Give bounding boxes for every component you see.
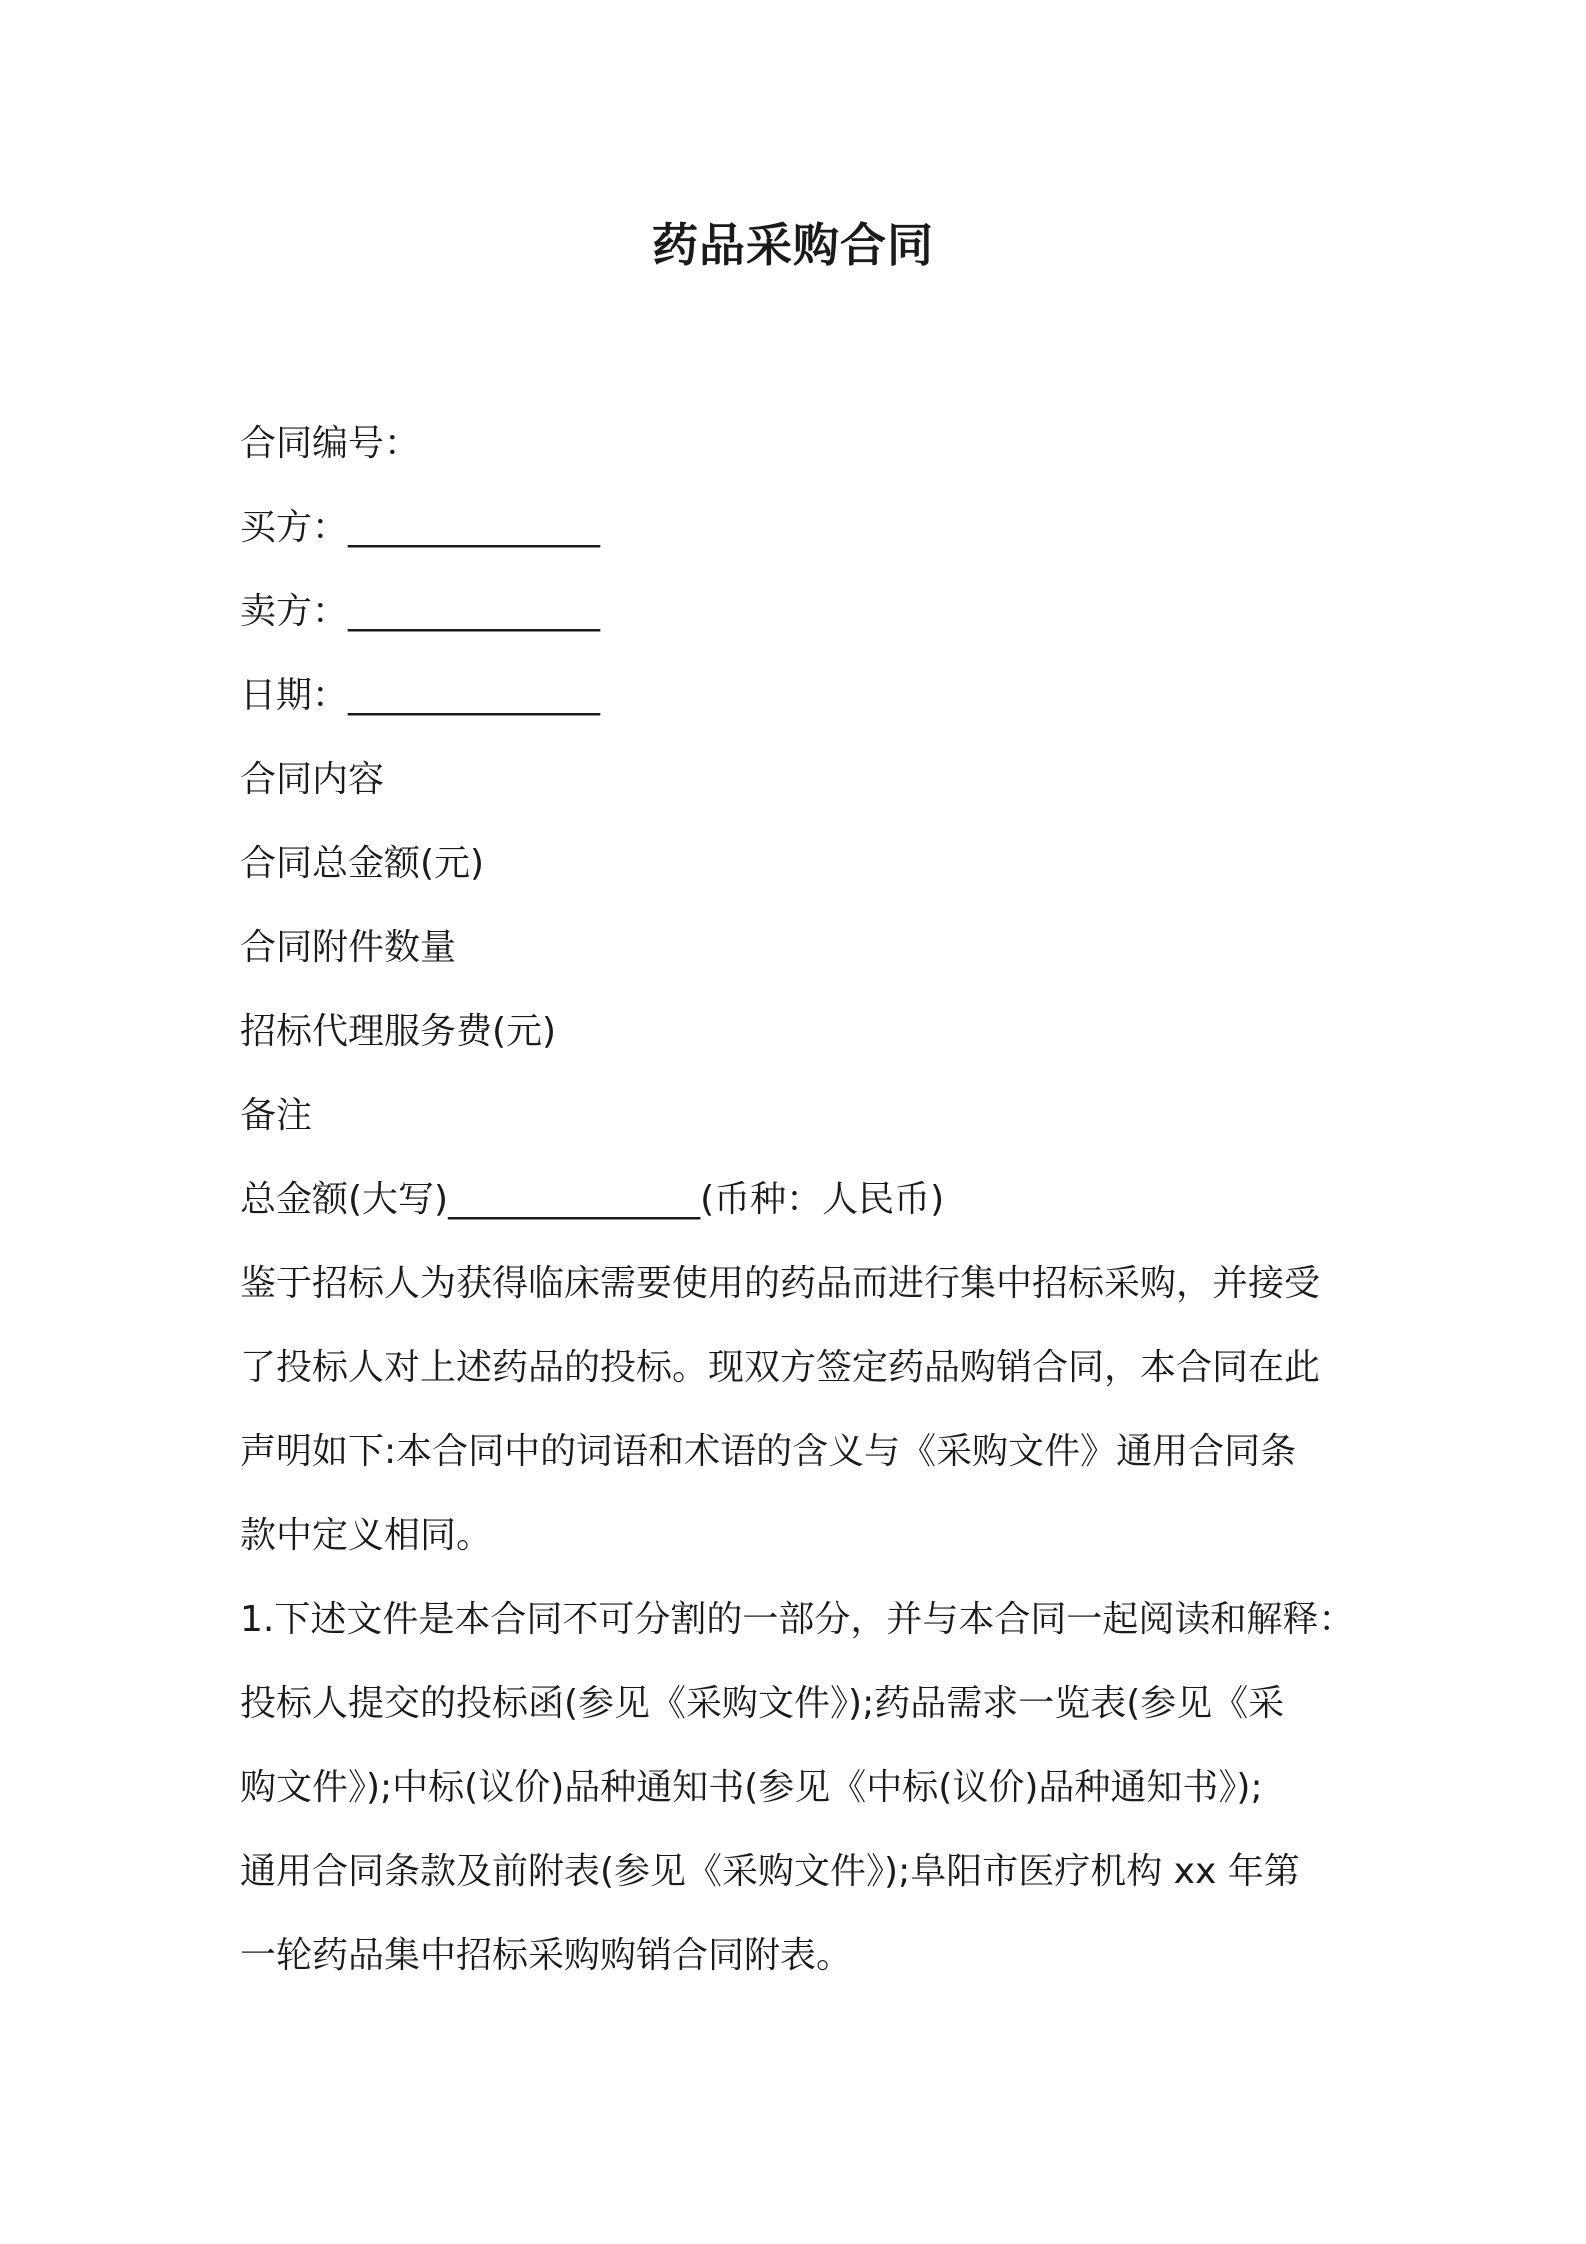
total-amount-words-field: 总金额(大写)______________(币种：人民币) [240, 1179, 945, 1220]
date-field: 日期：______________ [240, 675, 601, 716]
document-body [240, 402, 1390, 1998]
paragraph-line: 1.下述文件是本合同不可分割的一部分，并与本合同一起阅读和解释： [240, 1599, 1355, 1640]
contract-number-field: 合同编号： [240, 423, 421, 464]
paragraph-line: 款中定义相同。 [240, 1515, 493, 1556]
paragraph-line: 声明如下:本合同中的词语和术语的含义与《采购文件》通用合同条 [240, 1431, 1297, 1472]
contract-content-label: 合同内容 [240, 759, 385, 800]
agency-fee-label: 招标代理服务费(元) [240, 1011, 557, 1052]
contract-total-amount-label: 合同总金额(元) [240, 843, 485, 884]
attachment-count-label: 合同附件数量 [240, 927, 457, 968]
paragraph-line: 一轮药品集中招标采购购销合同附表。 [240, 1935, 853, 1976]
remarks-label: 备注 [240, 1095, 313, 1136]
paragraph-line: 购文件》);中标(议价)品种通知书(参见《中标(议价)品种通知书》); [240, 1767, 1263, 1808]
paragraph-line: 通用合同条款及前附表(参见《采购文件》);阜阳市医疗机构 xx 年第 [240, 1851, 1300, 1892]
clause-1-paragraph [240, 1578, 1390, 1998]
document-title: 药品采购合同 [652, 218, 934, 272]
paragraph-line: 了投标人对上述药品的投标。现双方签定药品购销合同，本合同在此 [240, 1347, 1321, 1388]
preamble-paragraph [240, 1242, 1390, 1578]
paragraph-line: 投标人提交的投标函(参见《采购文件》);药品需求一览表(参见《采 [240, 1683, 1285, 1724]
paragraph-line: 鉴于招标人为获得临床需要使用的药品而进行集中招标采购，并接受 [240, 1263, 1321, 1304]
buyer-field: 买方：______________ [240, 507, 601, 548]
seller-field: 卖方：______________ [240, 591, 601, 632]
